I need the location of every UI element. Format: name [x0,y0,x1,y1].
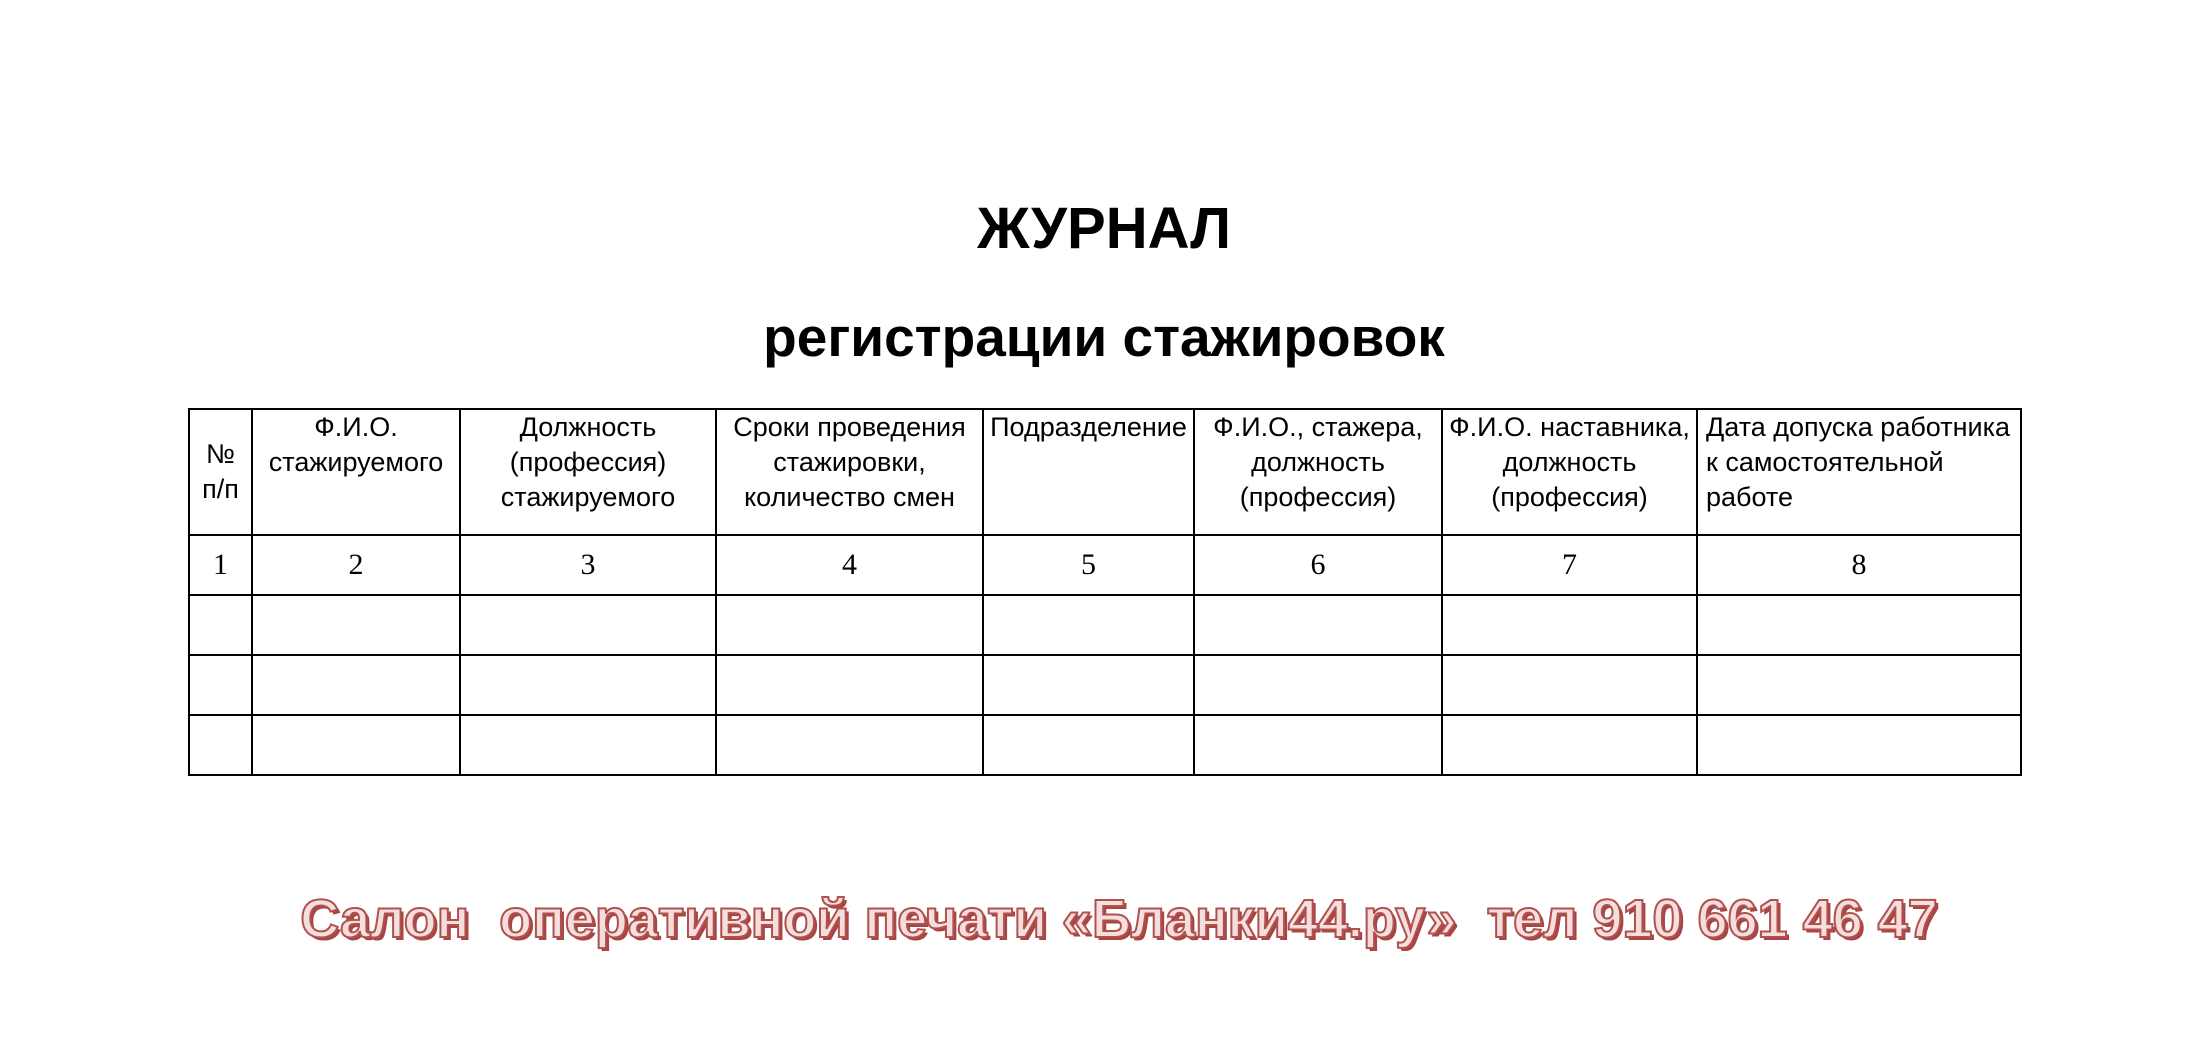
page-subtitle: регистрации стажировок [763,306,1445,368]
header-cell: Должность (профессия) стажируемого [460,409,716,535]
header-cell: Сроки проведения стажировки, количество смен [716,409,983,535]
table-cell[interactable] [716,715,983,775]
header-cell: Ф.И.О., стажера, должность (профессия) [1194,409,1442,535]
table-cell[interactable] [460,595,716,655]
table-row [189,715,2021,775]
column-number-cell: 1 [189,535,252,595]
table-cell[interactable] [1697,595,2021,655]
column-number-cell: 4 [716,535,983,595]
column-number-cell: 2 [252,535,460,595]
column-number-cell: 8 [1697,535,2021,595]
header-cell: № п/п [189,409,252,535]
print-shop-footer: Салон оперативной печати «Бланки44.ру» тел 910 661 46 47 [300,889,1938,949]
table-cell[interactable] [1442,715,1697,775]
column-number-cell: 5 [983,535,1194,595]
column-number-cell: 3 [460,535,716,595]
page-title: ЖУРНАЛ [977,196,1231,261]
table-cell[interactable] [189,715,252,775]
table-cell[interactable] [252,595,460,655]
header-cell: Подразделение [983,409,1194,535]
table-cell[interactable] [460,715,716,775]
table-cell[interactable] [1697,655,2021,715]
table-cell[interactable] [252,715,460,775]
table-cell[interactable] [716,655,983,715]
table-row [189,595,2021,655]
column-number-cell: 6 [1194,535,1442,595]
table-cell[interactable] [189,595,252,655]
table-cell[interactable] [1194,715,1442,775]
table-row [189,655,2021,715]
table-cell[interactable] [1194,655,1442,715]
header-cell: Ф.И.О. наставника, должность (профессия) [1442,409,1697,535]
column-number-cell: 7 [1442,535,1697,595]
table-cell[interactable] [189,655,252,715]
table-cell[interactable] [983,715,1194,775]
table-cell[interactable] [1194,595,1442,655]
table-header-row [189,409,2021,535]
registration-table [188,408,2022,776]
table-cell[interactable] [1442,655,1697,715]
column-number-row [189,535,2021,595]
header-cell: Ф.И.О. стажируемого [252,409,460,535]
table-cell[interactable] [716,595,983,655]
table-cell[interactable] [1697,715,2021,775]
table-cell[interactable] [1442,595,1697,655]
table-cell[interactable] [252,655,460,715]
table-cell[interactable] [983,595,1194,655]
table-cell[interactable] [983,655,1194,715]
table-cell[interactable] [460,655,716,715]
header-cell: Дата допуска работника к самостоятельной работе [1697,409,2021,535]
